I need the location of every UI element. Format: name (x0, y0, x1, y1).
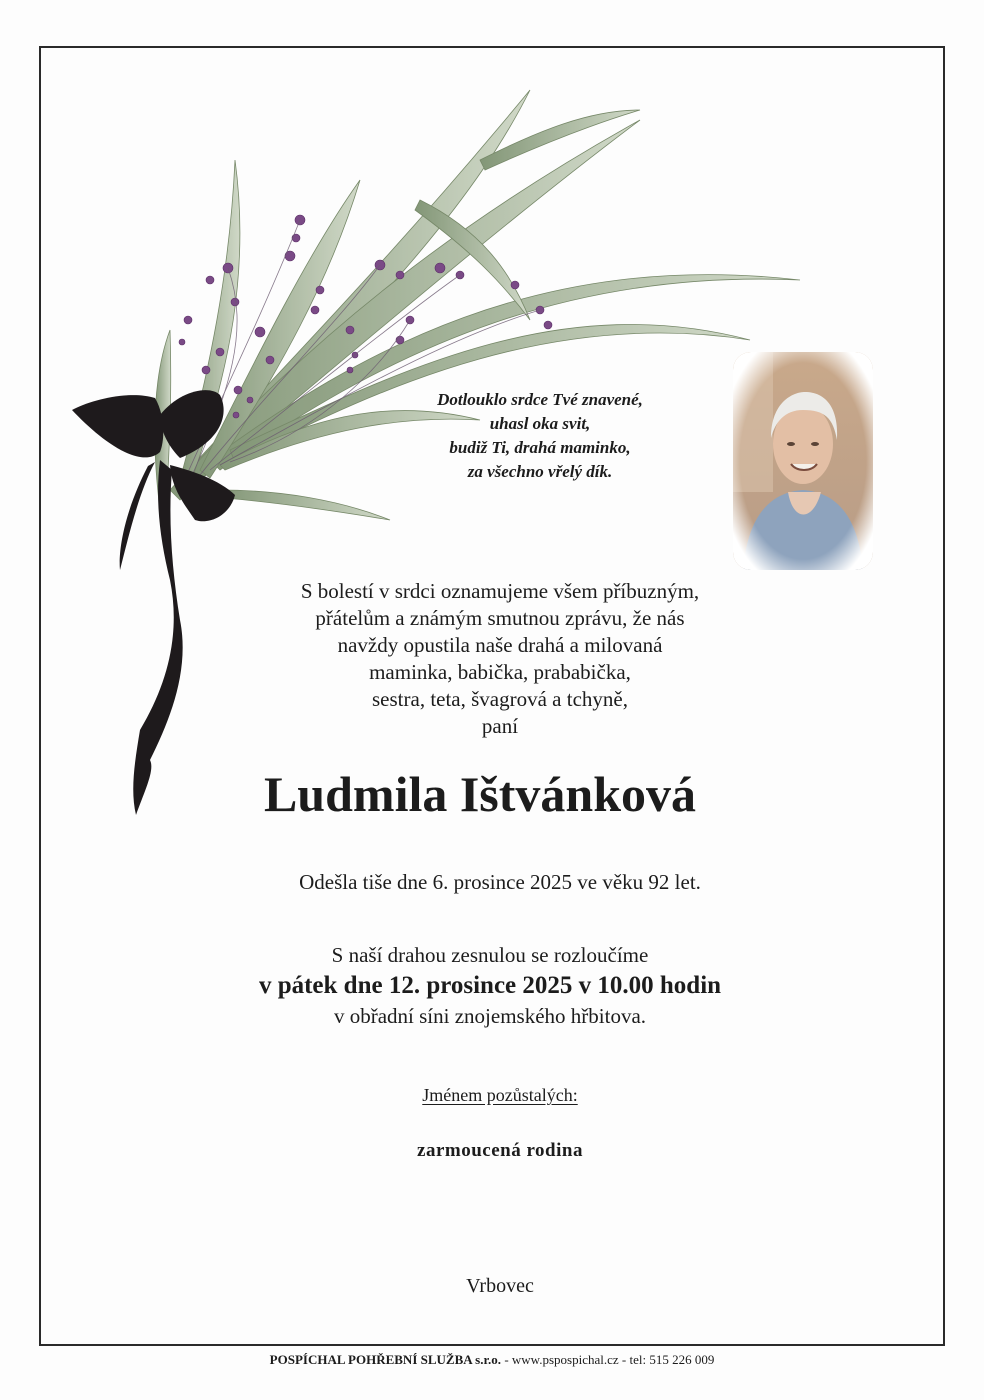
announcement-line: sestra, teta, švagrová a tchyně, (372, 687, 628, 711)
memorial-poem (390, 388, 690, 484)
footer-company: POSPÍCHAL POHŘEBNÍ SLUŽBA s.r.o. (269, 1352, 502, 1367)
farewell-location: v obřadní síni znojemského hřbitova. (333, 1004, 647, 1028)
portrait-photo (733, 352, 873, 570)
announcement-line: paní (481, 714, 519, 738)
deceased-name: Ludmila Ištvánková (263, 766, 697, 822)
announcement-line: navždy opustila naše drahá a milovaná (337, 633, 663, 657)
announcement-text (230, 578, 770, 740)
footer (60, 1351, 924, 1369)
announcement-line: S bolestí v srdci oznamujeme všem příbuzným, (300, 579, 700, 603)
funeral-details (190, 941, 790, 1030)
poem-line: uhasl oka svit, (489, 414, 591, 433)
poem-line: budiž Ti, drahá maminko, (449, 438, 631, 457)
announcement-line: maminka, babička, prababička, (369, 660, 631, 684)
poem-line: za všechno vřelý dík. (467, 462, 613, 481)
portrait-icon (733, 352, 873, 570)
on-behalf-label: Jménem pozůstalých: (422, 1085, 578, 1105)
poem-line: Dotlouklo srdce Tvé znavené, (437, 390, 643, 409)
death-notice: Odešla tiše dne 6. prosince 2025 ve věku 92 let. (299, 870, 701, 894)
family-signature: zarmoucená rodina (417, 1140, 583, 1161)
announcement-line: přátelům a známým smutnou zprávu, že nás (315, 606, 685, 630)
place-name: Vrbovec (466, 1275, 534, 1297)
farewell-intro: S naší drahou zesnulou se rozloučíme (331, 943, 649, 967)
farewell-datetime: v pátek dne 12. prosince 2025 v 10.00 hodin (258, 972, 722, 999)
footer-contact: - www.pspospichal.cz - tel: 515 226 009 (501, 1352, 715, 1367)
